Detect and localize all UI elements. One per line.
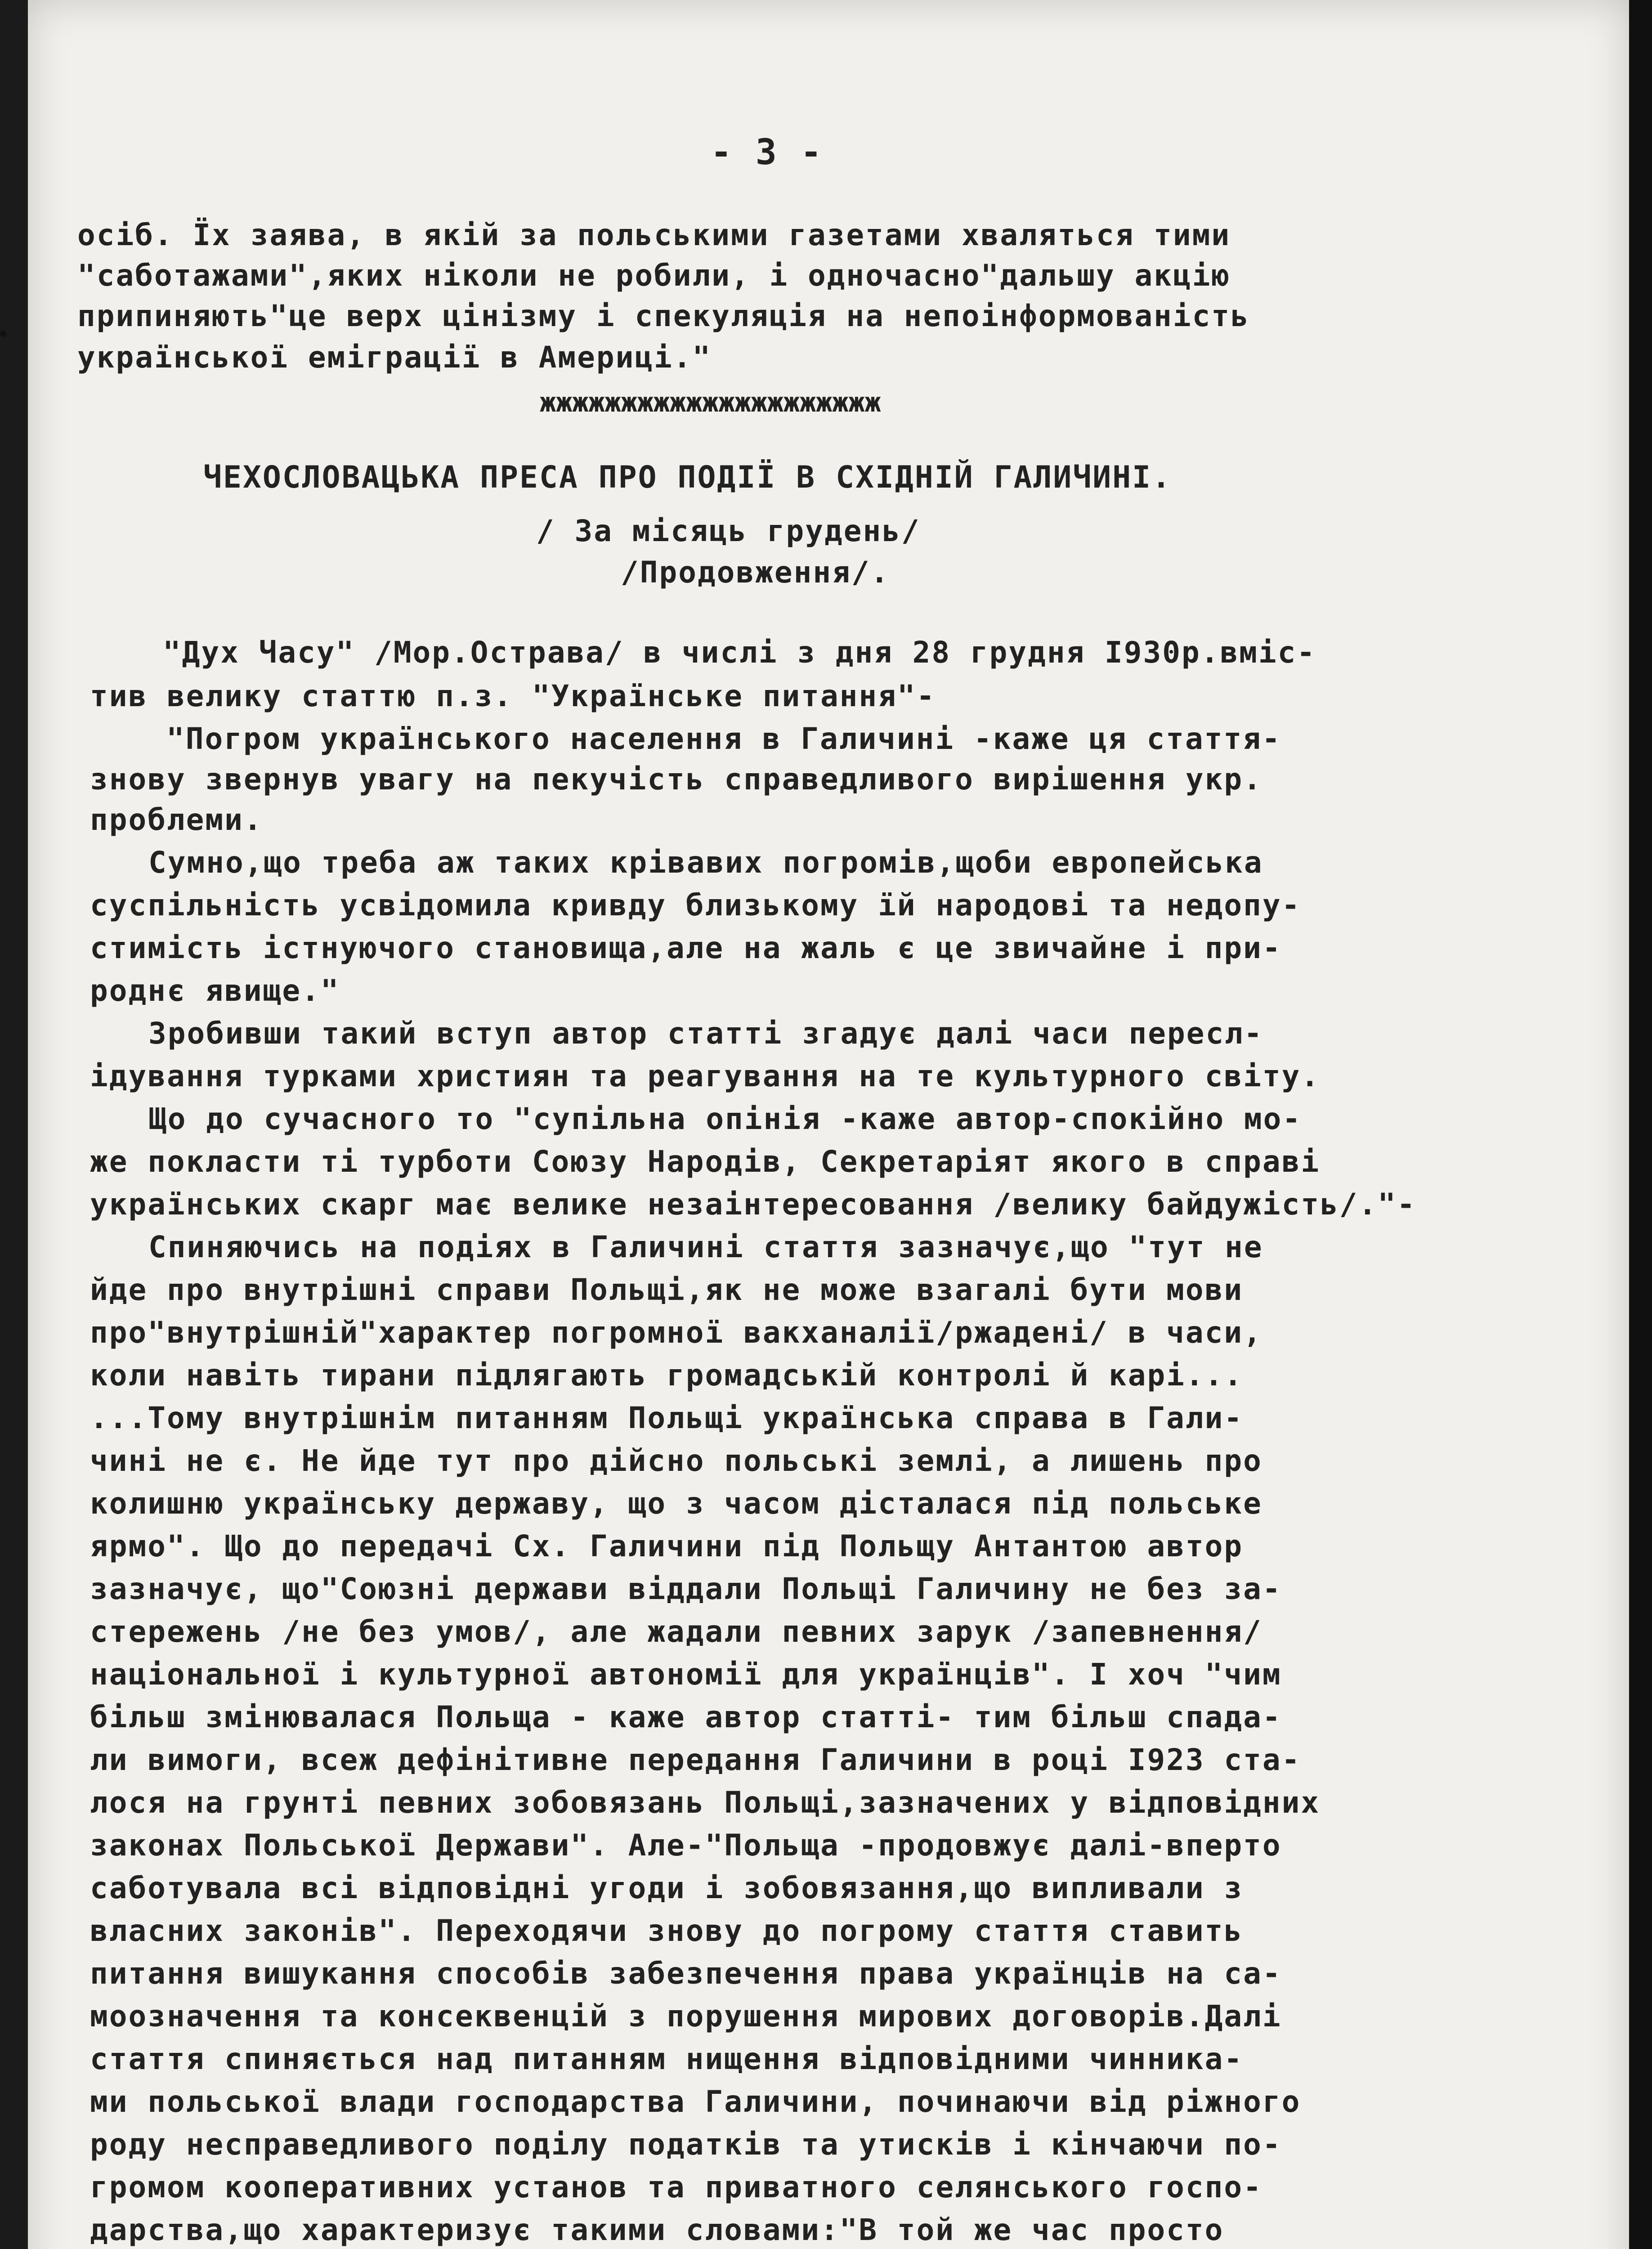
body-line: про"внутрішній"характер погромної вакханалії/ржадені/ в часи,: [90, 1315, 1263, 1350]
body-line: Спиняючись на подіях в Галичині стаття зазначує,що "тут не: [148, 1230, 1263, 1264]
body-line: стережень /не без умов/, але жадали певних зарук /запевнення/: [90, 1614, 1263, 1649]
body-line: проблеми.: [90, 802, 263, 837]
body-line: більш змінювалася Польща - каже автор статті- тим більш спада-: [90, 1700, 1282, 1734]
body-line: чині не є. Не йде тут про дійсно польські землі, а лишень про: [90, 1443, 1263, 1478]
scan-edge-right: [1629, 0, 1652, 2249]
body-line: саботувала всі відповідні угоди і зобовязання,що випливали з: [90, 1871, 1244, 1905]
body-line: колишню українську державу, що з часом дісталася під польське: [90, 1486, 1263, 1521]
body-line: коли навіть тирани підлягають громадській контролі й карі...: [90, 1358, 1244, 1393]
body-line: власних законів". Переходячи знову до погрому стаття ставить: [90, 1913, 1244, 1948]
section-subtitle: /Продовження/.: [621, 555, 890, 590]
body-line: українських скарг має велике незаінтересовання /велику байдужість/."-: [90, 1187, 1416, 1222]
body-line: законах Польської Держави". Але-"Польща -продовжує далі-вперто: [90, 1828, 1282, 1863]
section-subtitle: / За місяць грудень/: [536, 514, 921, 548]
body-line: Що до сучасного то "супільна опінія -каже автор-спокійно мо-: [148, 1102, 1302, 1136]
body-line: Зробивши такий вступ автор статті згадує далі часи пересл-: [148, 1016, 1263, 1051]
body-line: же покласти ті турботи Союзу Народів, Секретаріят якого в справі: [90, 1144, 1321, 1179]
body-line: зазначує, що"Союзні держави віддали Польщі Галичину не без за-: [90, 1572, 1282, 1606]
body-line: лося на грунті певних зобовязань Польщі,зазначених у відповідних: [90, 1785, 1321, 1820]
body-line: Сумно,що треба аж таких крівавих погромів,щоби европейська: [148, 845, 1263, 880]
body-line: роду несправедливого поділу податків та утисків і кінчаючи по-: [90, 2127, 1282, 2162]
body-line: дарства,що характеризує такими словами:"В той же час просто: [90, 2213, 1224, 2247]
body-line: громом кооперативних установ та приватного селянського госпо-: [90, 2170, 1263, 2204]
body-line: ли вимоги, всеж дефінітивне передання Галичини в році І923 ста-: [90, 1743, 1301, 1777]
body-line: "Дух Часу" /Мор.Острава/ в числі з дня 28 грудня І930р.вміс-: [163, 635, 1316, 670]
body-line: роднє явище.": [90, 973, 340, 1008]
body-line: тив велику статтю п.з. "Українське питання"-: [90, 679, 936, 713]
body-line: суспільність усвідомила кривду близькому їй народові та недопу-: [90, 888, 1301, 923]
body-line: питання вишукання способів забезпечення права українців на са-: [90, 1956, 1282, 1991]
body-line: знову звернув увагу на пекучість справедливого вирішення укр.: [90, 762, 1263, 797]
body-line: ярмо". Що до передачі Сх. Галичини під Польщу Антантою автор: [90, 1529, 1244, 1564]
intro-line: "саботажами",яких ніколи не робили, і одночасно"дальшу акцію: [77, 258, 1231, 293]
section-title: ЧЕХОСЛОВАЦЬКА ПРЕСА ПРО ПОДІЇ В СХІДНІЙ ГАЛИЧИНІ.: [203, 460, 1172, 495]
separator-line: жжжжжжжжжжжжжжжжжжжжж: [540, 387, 881, 418]
body-line: моозначення та консеквенцій з порушення мирових договорів.Далі: [90, 1999, 1282, 2034]
intro-line: української еміграції в Америці.": [77, 340, 712, 375]
page-number: - 3 -: [711, 132, 823, 173]
body-line: йде про внутрішні справи Польщі,як не може взагалі бути мови: [90, 1272, 1244, 1307]
body-line: ідування турками християн та реагування на те культурного світу.: [90, 1059, 1321, 1093]
body-line: "Погром українського населення в Галичині -каже ця стаття-: [166, 721, 1281, 756]
body-line: стимість істнуючого становища,але на жаль є це звичайне і при-: [90, 931, 1282, 965]
intro-line: осіб. Їх заява, в якій за польськими газетами хваляться тими: [77, 218, 1231, 252]
intro-line: припиняють"це верх цінізму і спекуляція на непоінформованість: [77, 299, 1250, 333]
body-line: ...Тому внутрішнім питанням Польщі українська справа в Гали-: [90, 1401, 1244, 1435]
margin-mark: [0, 331, 6, 337]
body-line: національної і культурної автономії для українців". І хоч "чим: [90, 1657, 1282, 1692]
body-line: ми польської влади господарства Галичини, починаючи від ріжного: [90, 2084, 1301, 2119]
body-line: стаття спиняється над питанням нищення відповідними чинника-: [90, 2042, 1244, 2076]
